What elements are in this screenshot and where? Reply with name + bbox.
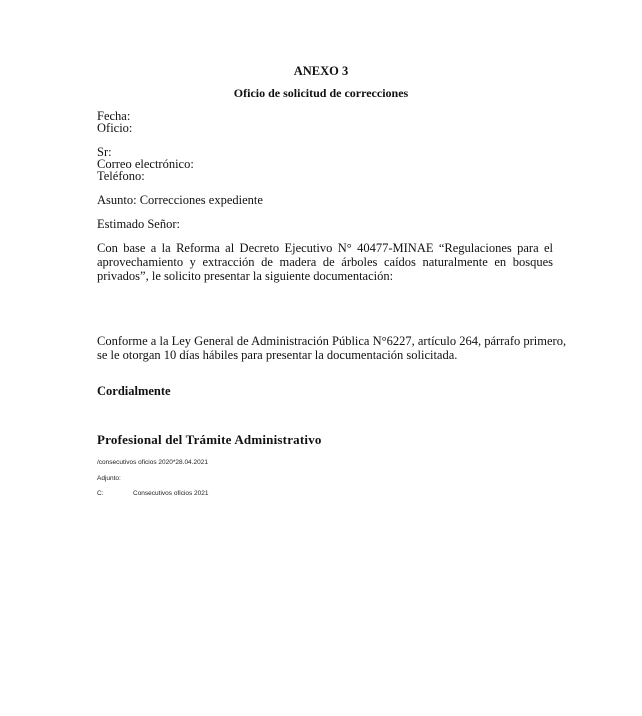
document-subject-title: Oficio de solicitud de correcciones — [233, 86, 409, 100]
signature-title: Profesional del Trámite Administrativo — [97, 432, 322, 447]
paragraph-legal-line-1: Conforme a la Ley General de Administración Pública N°6227, artículo 264, párrafo primero, — [97, 334, 567, 348]
sr-field: Sr: — [97, 145, 112, 159]
paragraph-request — [97, 241, 553, 283]
correo-field: Correo electrónico: — [97, 157, 194, 171]
annex-title: ANEXO 3 — [293, 64, 349, 78]
telefono-field: Teléfono: — [97, 169, 145, 183]
footer-adjunto: Adjunto: — [97, 475, 121, 482]
footer-cc-value: Consecutivos oficios 2021 — [133, 490, 209, 497]
paragraph-request-line-2: aprovechamiento y extracción de madera de árboles caídos naturalmente en bosques — [97, 255, 553, 269]
footer-cc-label: C: — [97, 490, 104, 497]
paragraph-request-line-3: privados”, le solicito presentar la siguiente documentación: — [97, 269, 394, 283]
closing: Cordialmente — [97, 384, 171, 398]
paragraph-legal — [97, 334, 567, 362]
oficio-field: Oficio: — [97, 121, 133, 135]
paragraph-legal-line-2: se le otorgan 10 días hábiles para presentar la documentación solicitada. — [97, 348, 458, 362]
greeting: Estimado Señor: — [97, 217, 180, 231]
footer-consecutivos: /consecutivos oficios 2020*28.04.2021 — [97, 459, 208, 466]
paragraph-request-line-1: Con base a la Reforma al Decreto Ejecutivo N° 40477-MINAE “Regulaciones para el — [97, 241, 553, 255]
asunto-line: Asunto: Correcciones expediente — [97, 193, 263, 207]
fecha-field: Fecha: — [97, 109, 131, 123]
